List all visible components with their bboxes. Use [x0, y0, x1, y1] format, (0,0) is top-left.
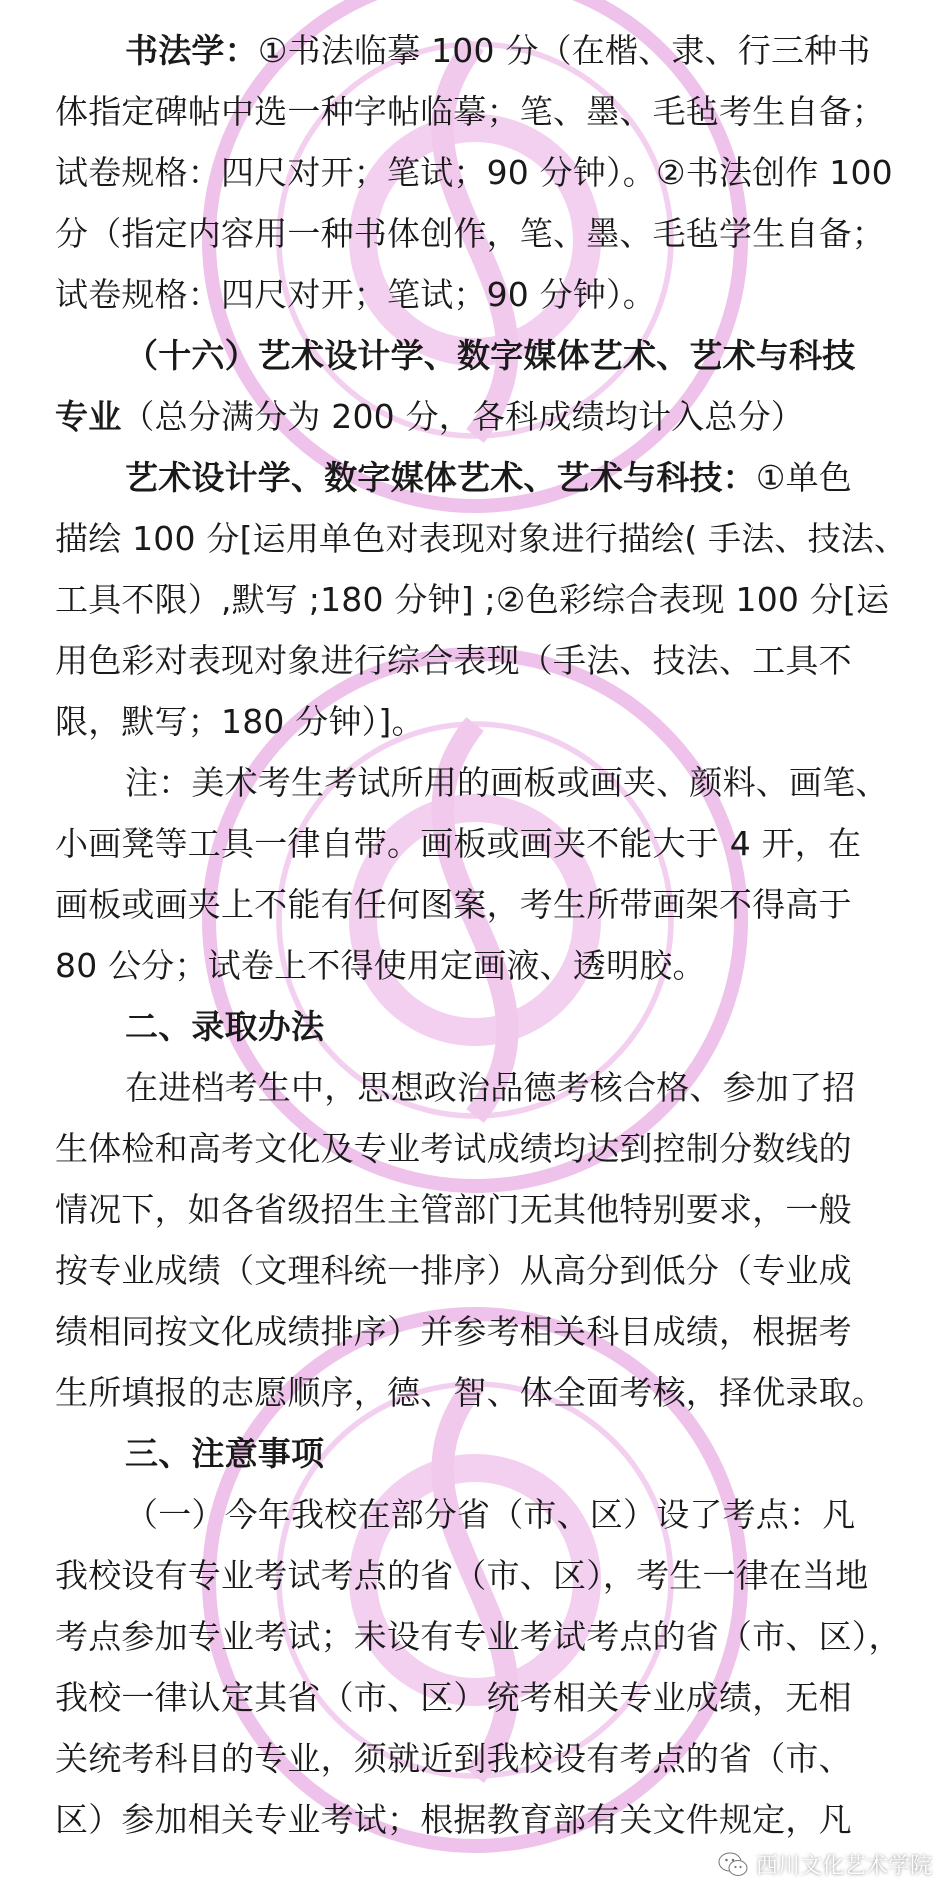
design-heading: 艺术设计学、数字媒体艺术、艺术与科技：	[125, 458, 756, 497]
calligraphy-heading: 书法学：	[125, 31, 258, 70]
calligraphy-text: ①书法临摹 100 分（在楷、隶、行三种书	[257, 31, 871, 70]
admission-heading-text: 二、录取办法	[125, 1007, 325, 1046]
design-line: 工具不限）,默写 ;180 分钟] ;②色彩综合表现 100 分[运	[55, 580, 890, 619]
admission-line: 情况下，如各省级招生主管部门无其他特别要求，一般	[55, 1190, 852, 1229]
design-line	[55, 447, 930, 508]
notes-heading	[55, 1423, 930, 1484]
admission-line: 生体检和高考文化及专业考试成绩均达到控制分数线的	[55, 1129, 852, 1168]
admission-line: 绩相同按文化成绩排序）并参考相关科目成绩，根据考	[55, 1312, 852, 1351]
calligraphy-line: 分（指定内容用一种书体创作，笔、墨、毛毡学生自备；	[55, 214, 885, 253]
design-line: 用色彩对表现对象进行综合表现（手法、技法、工具不	[55, 641, 852, 680]
note-line: 80 公分；试卷上不得使用定画液、透明胶。	[55, 946, 706, 985]
design-text: ①单色	[755, 458, 852, 497]
calligraphy-line: 试卷规格：四尺对开；笔试；90 分钟）。②书法创作 100	[55, 153, 893, 192]
admission-line: 在进档考生中，思想政治品德考核合格、参加了招	[125, 1068, 856, 1107]
calligraphy-line	[55, 20, 930, 81]
section16-line	[55, 386, 930, 447]
note-line: 小画凳等工具一律自带。画板或画夹不能大于 4 开，在	[55, 824, 862, 863]
notes-line: 我校一律认定其省（市、区）统考相关专业成绩，无相	[55, 1678, 852, 1717]
design-line: 限，默写；180 分钟）]。	[55, 702, 425, 741]
notes-line: 我校设有专业考试考点的省（市、区），考生一律在当地	[55, 1556, 869, 1595]
section16-heading-text: （十六）艺术设计学、数字媒体艺术、艺术与科技	[125, 336, 856, 375]
notes-line: （一）今年我校在部分省（市、区）设了考点：凡	[125, 1495, 856, 1534]
section16-heading-tail: 专业	[55, 397, 122, 436]
note-line: 注：美术考生考试所用的画板或画夹、颜料、画笔、	[125, 763, 889, 802]
note-line: 画板或画夹上不能有任何图案，考生所带画架不得高于	[55, 885, 852, 924]
design-line: 描绘 100 分[运用单色对表现对象进行描绘( 手法、技法、	[55, 519, 908, 558]
section16-heading	[55, 325, 930, 386]
notes-line: 区）参加相关专业考试；根据教育部有关文件规定，凡	[55, 1800, 852, 1839]
admission-line: 生所填报的志愿顺序，德、智、体全面考核，择优录取。	[55, 1373, 885, 1412]
wechat-icon	[718, 1852, 748, 1878]
admission-line: 按专业成绩（文理科统一排序）从高分到低分（专业成	[55, 1251, 852, 1290]
admission-heading	[55, 996, 930, 1057]
notes-line: 考点参加专业考试；未设有专业考试考点的省（市、区），	[55, 1617, 902, 1656]
notes-heading-text: 三、注意事项	[125, 1434, 325, 1473]
calligraphy-line: 试卷规格：四尺对开；笔试；90 分钟）。	[55, 275, 656, 314]
account-watermark	[718, 1849, 932, 1880]
section16-note: （总分满分为 200 分，各科成绩均计入总分）	[121, 397, 804, 436]
account-name: 西川文化艺术学院	[755, 1854, 932, 1879]
notes-line: 关统考科目的专业，须就近到我校设有考点的省（市、	[55, 1739, 852, 1778]
calligraphy-line: 体指定碑帖中选一种字帖临摹；笔、墨、毛毡考生自备；	[55, 92, 885, 131]
